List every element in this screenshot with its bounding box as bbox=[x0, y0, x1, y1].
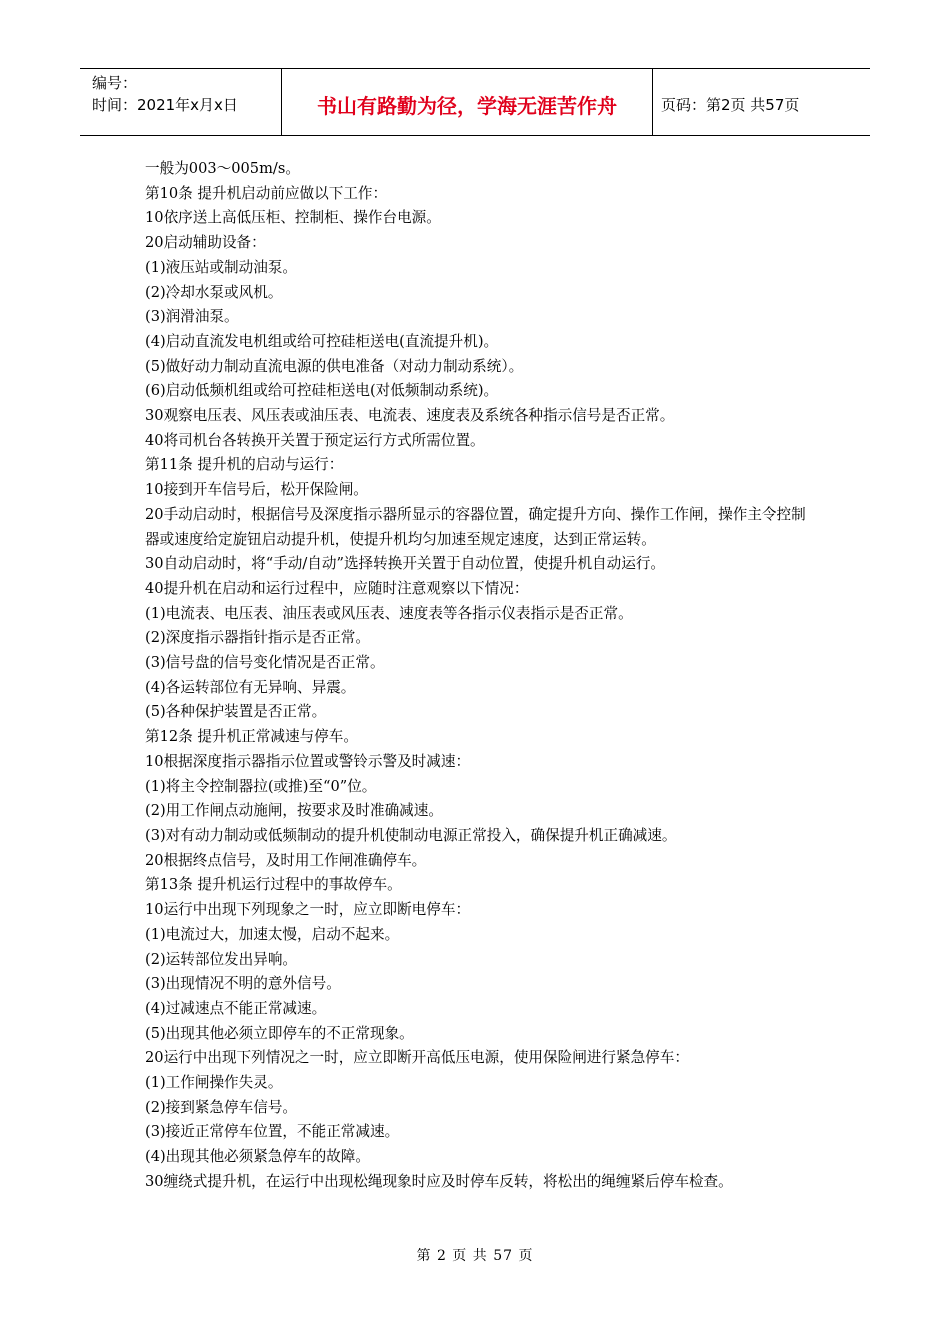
paragraph: (1)工作闸操作失灵。 bbox=[145, 1074, 283, 1092]
paragraph: (1)电流过大，加速太慢，启动不起来。 bbox=[145, 925, 400, 943]
paragraph: (4)启动直流发电机组或给可控硅柜送电(直流提升机)。 bbox=[145, 332, 499, 350]
paragraph: 40将司机台各转换开关置于预定运行方式所需位置。 bbox=[145, 431, 485, 449]
paragraph: 20手动启动时，根据信号及深度指示器所显示的容器位置，确定提升方向、操作工作闸，操作主令控制器或速度给定旋钮启动提升机，使提升机均匀加速至规定速度，达到正常运转。 bbox=[145, 505, 806, 548]
paragraph: (6)启动低频机组或给可控硅柜送电(对低频制动系统)。 bbox=[145, 382, 499, 400]
paragraph: 30自动启动时，将“手动/自动”选择转换开关置于自动位置，使提升机自动运行。 bbox=[145, 555, 666, 573]
paragraph: 30观察电压表、风压表或油压表、电流表、速度表及系统各种指示信号是否正常。 bbox=[145, 407, 675, 425]
paragraph: (2)接到紧急停车信号。 bbox=[145, 1098, 298, 1116]
paragraph: (3)对有动力制动或低频制动的提升机使制动电源正常投入，确保提升机正确减速。 bbox=[145, 826, 677, 844]
paragraph: 10根据深度指示器指示位置或警铃示警及时减速： bbox=[145, 752, 471, 770]
paragraph: 30缠绕式提升机，在运行中出现松绳现象时应及时停车反转，将松出的绳缠紧后停车检查。 bbox=[145, 1172, 733, 1190]
paragraph: 第13条 提升机运行过程中的事故停车。 bbox=[145, 876, 402, 894]
paragraph: 第12条 提升机正常减速与停车。 bbox=[145, 728, 358, 746]
paragraph: (2)用工作闸点动施闸，按要求及时准确减速。 bbox=[145, 802, 443, 820]
paragraph: (2)深度指示器指针指示是否正常。 bbox=[145, 629, 370, 647]
paragraph: 20启动辅助设备： bbox=[145, 234, 266, 252]
document-number-label: 编号： bbox=[92, 74, 138, 92]
header-meta bbox=[80, 69, 282, 135]
header-page-code: 页码：第2页 共57页 bbox=[661, 95, 800, 114]
document-body bbox=[145, 157, 815, 1195]
paragraph: 20运行中出现下列情况之一时，应立即断开高低压电源，使用保险闸进行紧急停车： bbox=[145, 1049, 689, 1067]
paragraph: (4)各运转部位有无异响、异震。 bbox=[145, 678, 356, 696]
paragraph: (1)将主令控制器拉(或推)至“0”位。 bbox=[145, 777, 377, 795]
paragraph: (3)接近正常停车位置，不能正常减速。 bbox=[145, 1123, 400, 1141]
paragraph: (2)运转部位发出异响。 bbox=[145, 950, 298, 968]
paragraph: (5)出现其他必须立即停车的不正常现象。 bbox=[145, 1024, 414, 1042]
paragraph: (4)出现其他必须紧急停车的故障。 bbox=[145, 1148, 370, 1166]
paragraph: (1)液压站或制动油泵。 bbox=[145, 258, 298, 276]
header-motto: 书山有路勤为径，学海无涯苦作舟 bbox=[282, 69, 653, 135]
paragraph: 10依序送上高低压柜、控制柜、操作台电源。 bbox=[145, 209, 441, 227]
paragraph: 20根据终点信号，及时用工作闸准确停车。 bbox=[145, 851, 427, 869]
page-footer: 第 2 页 共 57 页 bbox=[416, 1248, 534, 1264]
paragraph: 40提升机在启动和运行过程中，应随时注意观察以下情况： bbox=[145, 579, 529, 597]
paragraph: 第10条 提升机启动前应做以下工作： bbox=[145, 184, 388, 202]
paragraph: (2)冷却水泵或风机。 bbox=[145, 283, 283, 301]
paragraph: (3)润滑油泵。 bbox=[145, 308, 239, 326]
page-header bbox=[80, 68, 870, 136]
paragraph: 10运行中出现下列现象之一时，应立即断电停车： bbox=[145, 901, 471, 919]
paragraph: (5)做好动力制动直流电源的供电准备（对动力制动系统）。 bbox=[145, 357, 524, 375]
document-date: 时间：2021年x月x日 bbox=[92, 96, 238, 114]
paragraph: (3)信号盘的信号变化情况是否正常。 bbox=[145, 654, 385, 672]
paragraph: 一般为003～005m/s。 bbox=[145, 160, 300, 177]
paragraph: 第11条 提升机的启动与运行： bbox=[145, 456, 344, 474]
paragraph: (3)出现情况不明的意外信号。 bbox=[145, 975, 341, 993]
paragraph: (4)过减速点不能正常减速。 bbox=[145, 999, 327, 1017]
paragraph: 10接到开车信号后，松开保险闸。 bbox=[145, 481, 368, 499]
paragraph: (1)电流表、电压表、油压表或风压表、速度表等各指示仪表指示是否正常。 bbox=[145, 604, 633, 622]
paragraph: (5)各种保护装置是否正常。 bbox=[145, 703, 327, 721]
